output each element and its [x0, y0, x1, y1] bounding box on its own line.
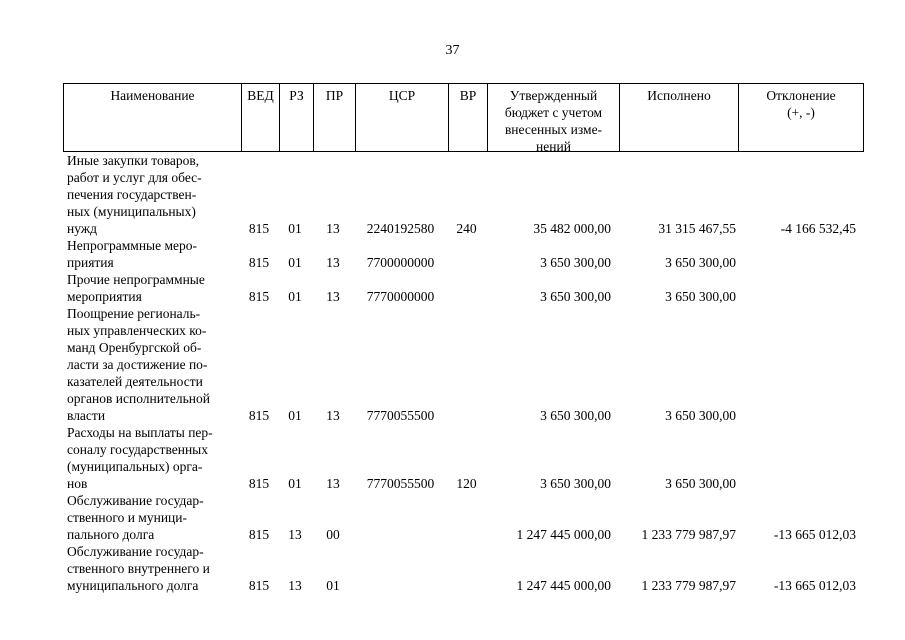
- row-name: [67, 492, 239, 543]
- cell-ved: 815: [248, 408, 270, 423]
- row-name-line: ственного внутреннего и: [67, 561, 210, 576]
- row-name-line: ласти за достижение по-: [67, 357, 208, 372]
- header-approved: [487, 84, 619, 154]
- table-header: [63, 83, 864, 152]
- row-name-line: ных управленческих ко-: [67, 323, 207, 338]
- row-name-line: Непрограммные меро-: [67, 238, 198, 253]
- cell-approved: 1 247 445 000,00: [516, 527, 611, 542]
- header-deviation: [738, 84, 863, 151]
- cell-approved: 3 650 300,00: [540, 255, 611, 270]
- cell-csr: 7770055500: [366, 408, 435, 423]
- header-approved-line: Утвержденный: [509, 88, 598, 103]
- cell-csr: 7770000000: [366, 289, 435, 304]
- row-name: [67, 424, 239, 492]
- cell-ved: 815: [248, 289, 270, 304]
- cell-executed: 1 233 779 987,97: [641, 527, 736, 542]
- cell-executed: 3 650 300,00: [665, 289, 736, 304]
- cell-pr: 01: [326, 578, 340, 593]
- cell-pr: 13: [326, 255, 340, 270]
- cell-ved: 815: [248, 578, 270, 593]
- cell-approved: 1 247 445 000,00: [516, 578, 611, 593]
- cell-executed: 3 650 300,00: [665, 476, 736, 491]
- cell-pr: 00: [326, 527, 340, 542]
- cell-deviation: -13 665 012,03: [773, 578, 856, 593]
- cell-ved: 815: [248, 527, 270, 542]
- header-approved-line: нений: [536, 139, 571, 154]
- cell-ved: 815: [248, 255, 270, 270]
- row-name-line: нов: [67, 476, 88, 491]
- row-name-line: (муниципальных) орга-: [67, 459, 203, 474]
- row-name: [67, 271, 239, 305]
- cell-executed: 3 650 300,00: [665, 255, 736, 270]
- cell-rz: 01: [288, 289, 302, 304]
- row-name: [67, 305, 239, 424]
- row-name-line: власти: [67, 408, 106, 423]
- row-name-line: работ и услуг для обес-: [67, 170, 202, 185]
- header-approved-line: внесенных изме-: [504, 122, 603, 137]
- row-name-line: печения государствен-: [67, 187, 197, 202]
- row-name: [67, 152, 239, 237]
- cell-rz: 01: [288, 408, 302, 423]
- header-deviation-line: (+, -): [787, 105, 815, 120]
- row-name-line: мероприятия: [67, 289, 142, 304]
- page-number: 37: [445, 43, 460, 58]
- cell-deviation: -4 166 532,45: [780, 221, 856, 236]
- cell-csr: 2240192580: [366, 221, 435, 236]
- cell-approved: 3 650 300,00: [540, 476, 611, 491]
- header-executed: Исполнено: [619, 84, 738, 151]
- cell-rz: 01: [288, 255, 302, 270]
- cell-vr: 120: [456, 476, 477, 491]
- cell-executed: 31 315 467,55: [658, 221, 736, 236]
- row-name-line: Иные закупки товаров,: [67, 153, 200, 168]
- cell-pr: 13: [326, 476, 340, 491]
- header-name: Наименование: [110, 88, 195, 103]
- header-csr: ЦСР: [355, 84, 448, 151]
- cell-approved: 3 650 300,00: [540, 289, 611, 304]
- header-vr: ВР: [448, 84, 487, 151]
- cell-executed: 1 233 779 987,97: [641, 578, 736, 593]
- row-name-line: соналу государственных: [67, 442, 208, 457]
- header-approved-line: бюджет с учетом: [504, 105, 603, 120]
- cell-ved: 815: [248, 221, 270, 236]
- row-name-line: Поощрение региональ-: [67, 306, 201, 321]
- cell-approved: 3 650 300,00: [540, 408, 611, 423]
- cell-vr: 240: [456, 221, 477, 236]
- header-rz: РЗ: [279, 84, 313, 151]
- cell-rz: 13: [288, 578, 302, 593]
- row-name-line: Обслуживание государ-: [67, 544, 204, 559]
- row-name-line: органов исполнительной: [67, 391, 210, 406]
- cell-deviation: -13 665 012,03: [773, 527, 856, 542]
- row-name-line: нужд: [67, 221, 97, 236]
- row-name-line: муниципального долга: [67, 578, 199, 593]
- row-name-line: приятия: [67, 255, 114, 270]
- row-name-line: ственного и муници-: [67, 510, 187, 525]
- cell-executed: 3 650 300,00: [665, 408, 736, 423]
- cell-rz: 01: [288, 476, 302, 491]
- row-name-line: Расходы на выплаты пер-: [67, 425, 213, 440]
- cell-csr: 7770055500: [366, 476, 435, 491]
- header-ved: ВЕД: [241, 84, 279, 151]
- row-name-line: ных (муниципальных): [67, 204, 196, 219]
- header-pr: ПР: [313, 84, 355, 151]
- row-name-line: Обслуживание государ-: [67, 493, 204, 508]
- row-name: [67, 237, 239, 271]
- row-name-line: Прочие непрограммные: [67, 272, 205, 287]
- cell-ved: 815: [248, 476, 270, 491]
- cell-rz: 13: [288, 527, 302, 542]
- cell-pr: 13: [326, 408, 340, 423]
- cell-pr: 13: [326, 289, 340, 304]
- cell-approved: 35 482 000,00: [533, 221, 611, 236]
- row-name: [67, 543, 239, 594]
- cell-csr: 7700000000: [366, 255, 435, 270]
- header-deviation-line: Отклонение: [766, 88, 836, 103]
- row-name-line: манд Оренбургской об-: [67, 340, 202, 355]
- cell-pr: 13: [326, 221, 340, 236]
- row-name-line: казателей деятельности: [67, 374, 203, 389]
- row-name-line: пального долга: [67, 527, 155, 542]
- cell-rz: 01: [288, 221, 302, 236]
